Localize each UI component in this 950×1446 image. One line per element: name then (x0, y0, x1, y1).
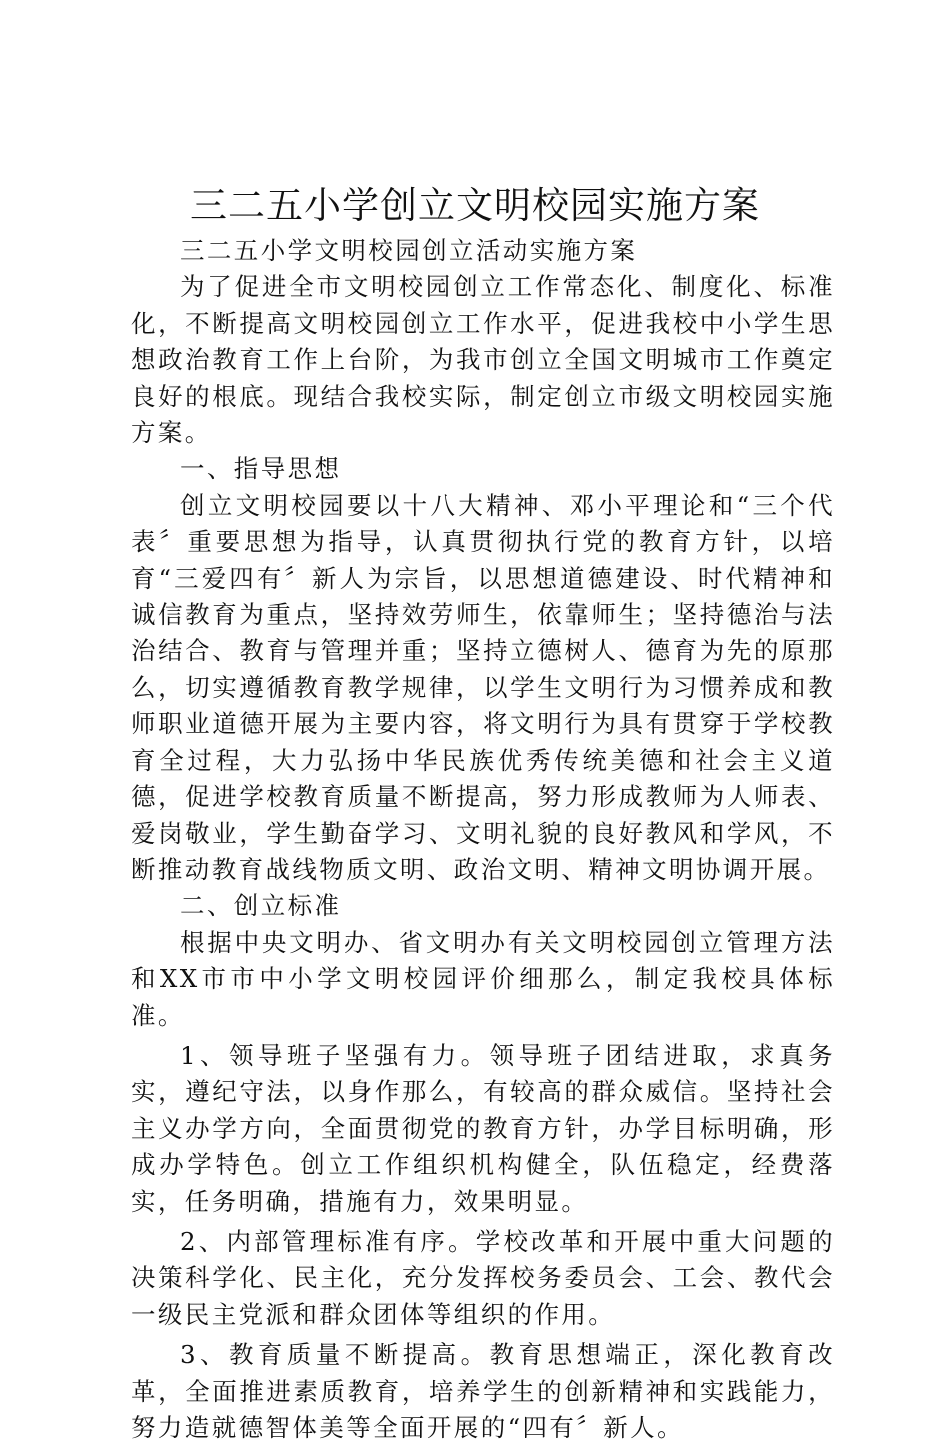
document-title: 三二五小学创立文明校园实施方案 (190, 184, 760, 227)
standard-item-quality: 3、教育质量不断提高。教育思想端正，深化教育改革，全面推进素质教育，培养学生的创新精神和实践能力，努力造就德智体美等全面开展的“四有〞新人。 (131, 1340, 835, 1442)
standard-item-leadership: 1、领导班子坚强有力。领导班子团结进取，求真务实，遵纪守法，以身作那么，有较高的群众威信。坚持社会主义办学方向，全面贯彻党的教育方针，办学目标明确，形成办学特色。创立工作组织机构健全，队伍稳定，经费落实，任务明确，措施有力，效果明显。 (131, 1040, 835, 1216)
guiding-ideology-paragraph: 创立文明校园要以十八大精神、邓小平理论和“三个代表〞重要思想为指导，认真贯彻执行党的教育方针，以培育“三爱四有〞新人为宗旨，以思想道德建设、时代精神和诚信教育为重点，坚持效劳师生，依靠师生；坚持德治与法治结合、教育与管理并重；坚持立德树人、德育为先的原那么，切实遵循教育教学规律，以学生文明行为习惯养成和教师职业道德开展为主要内容，将文明行为具有贯穿于学校教育全过程，大力弘扬中华民族优秀传统美德和社会主义道德，促进学校教育质量不断提高，努力形成教师为人师表、爱岗敬业，学生勤奋学习、文明礼貌的良好教风和学风，不断推动教育战线物质文明、政治文明、精神文明协调开展。 (131, 490, 835, 884)
document-body (131, 233, 835, 1446)
section-heading-guiding-ideology: 一、指导思想 (180, 454, 342, 484)
standard-item-management: 2、内部管理标准有序。学校改革和开展中重大问题的决策科学化、民主化，充分发挥校务委员会、工会、教代会一级民主党派和群众团体等组织的作用。 (131, 1226, 835, 1329)
subtitle-paragraph: 三二五小学文明校园创立活动实施方案 (180, 236, 638, 265)
section-heading-standards: 二、创立标准 (180, 891, 342, 921)
intro-paragraph: 为了促进全市文明校园创立工作常态化、制度化、标准化，不断提高文明校园创立工作水平，促进我校中小学生思想政治教育工作上台阶，为我市创立全国文明城市工作奠定良好的根底。现结合我校实际，制定创立市级文明校园实施方案。 (131, 272, 835, 448)
standards-intro-paragraph: 根据中央文明办、省文明办有关文明校园创立管理方法和XX市市中小学文明校园评价细那么，制定我校具体标准。 (131, 927, 835, 1030)
